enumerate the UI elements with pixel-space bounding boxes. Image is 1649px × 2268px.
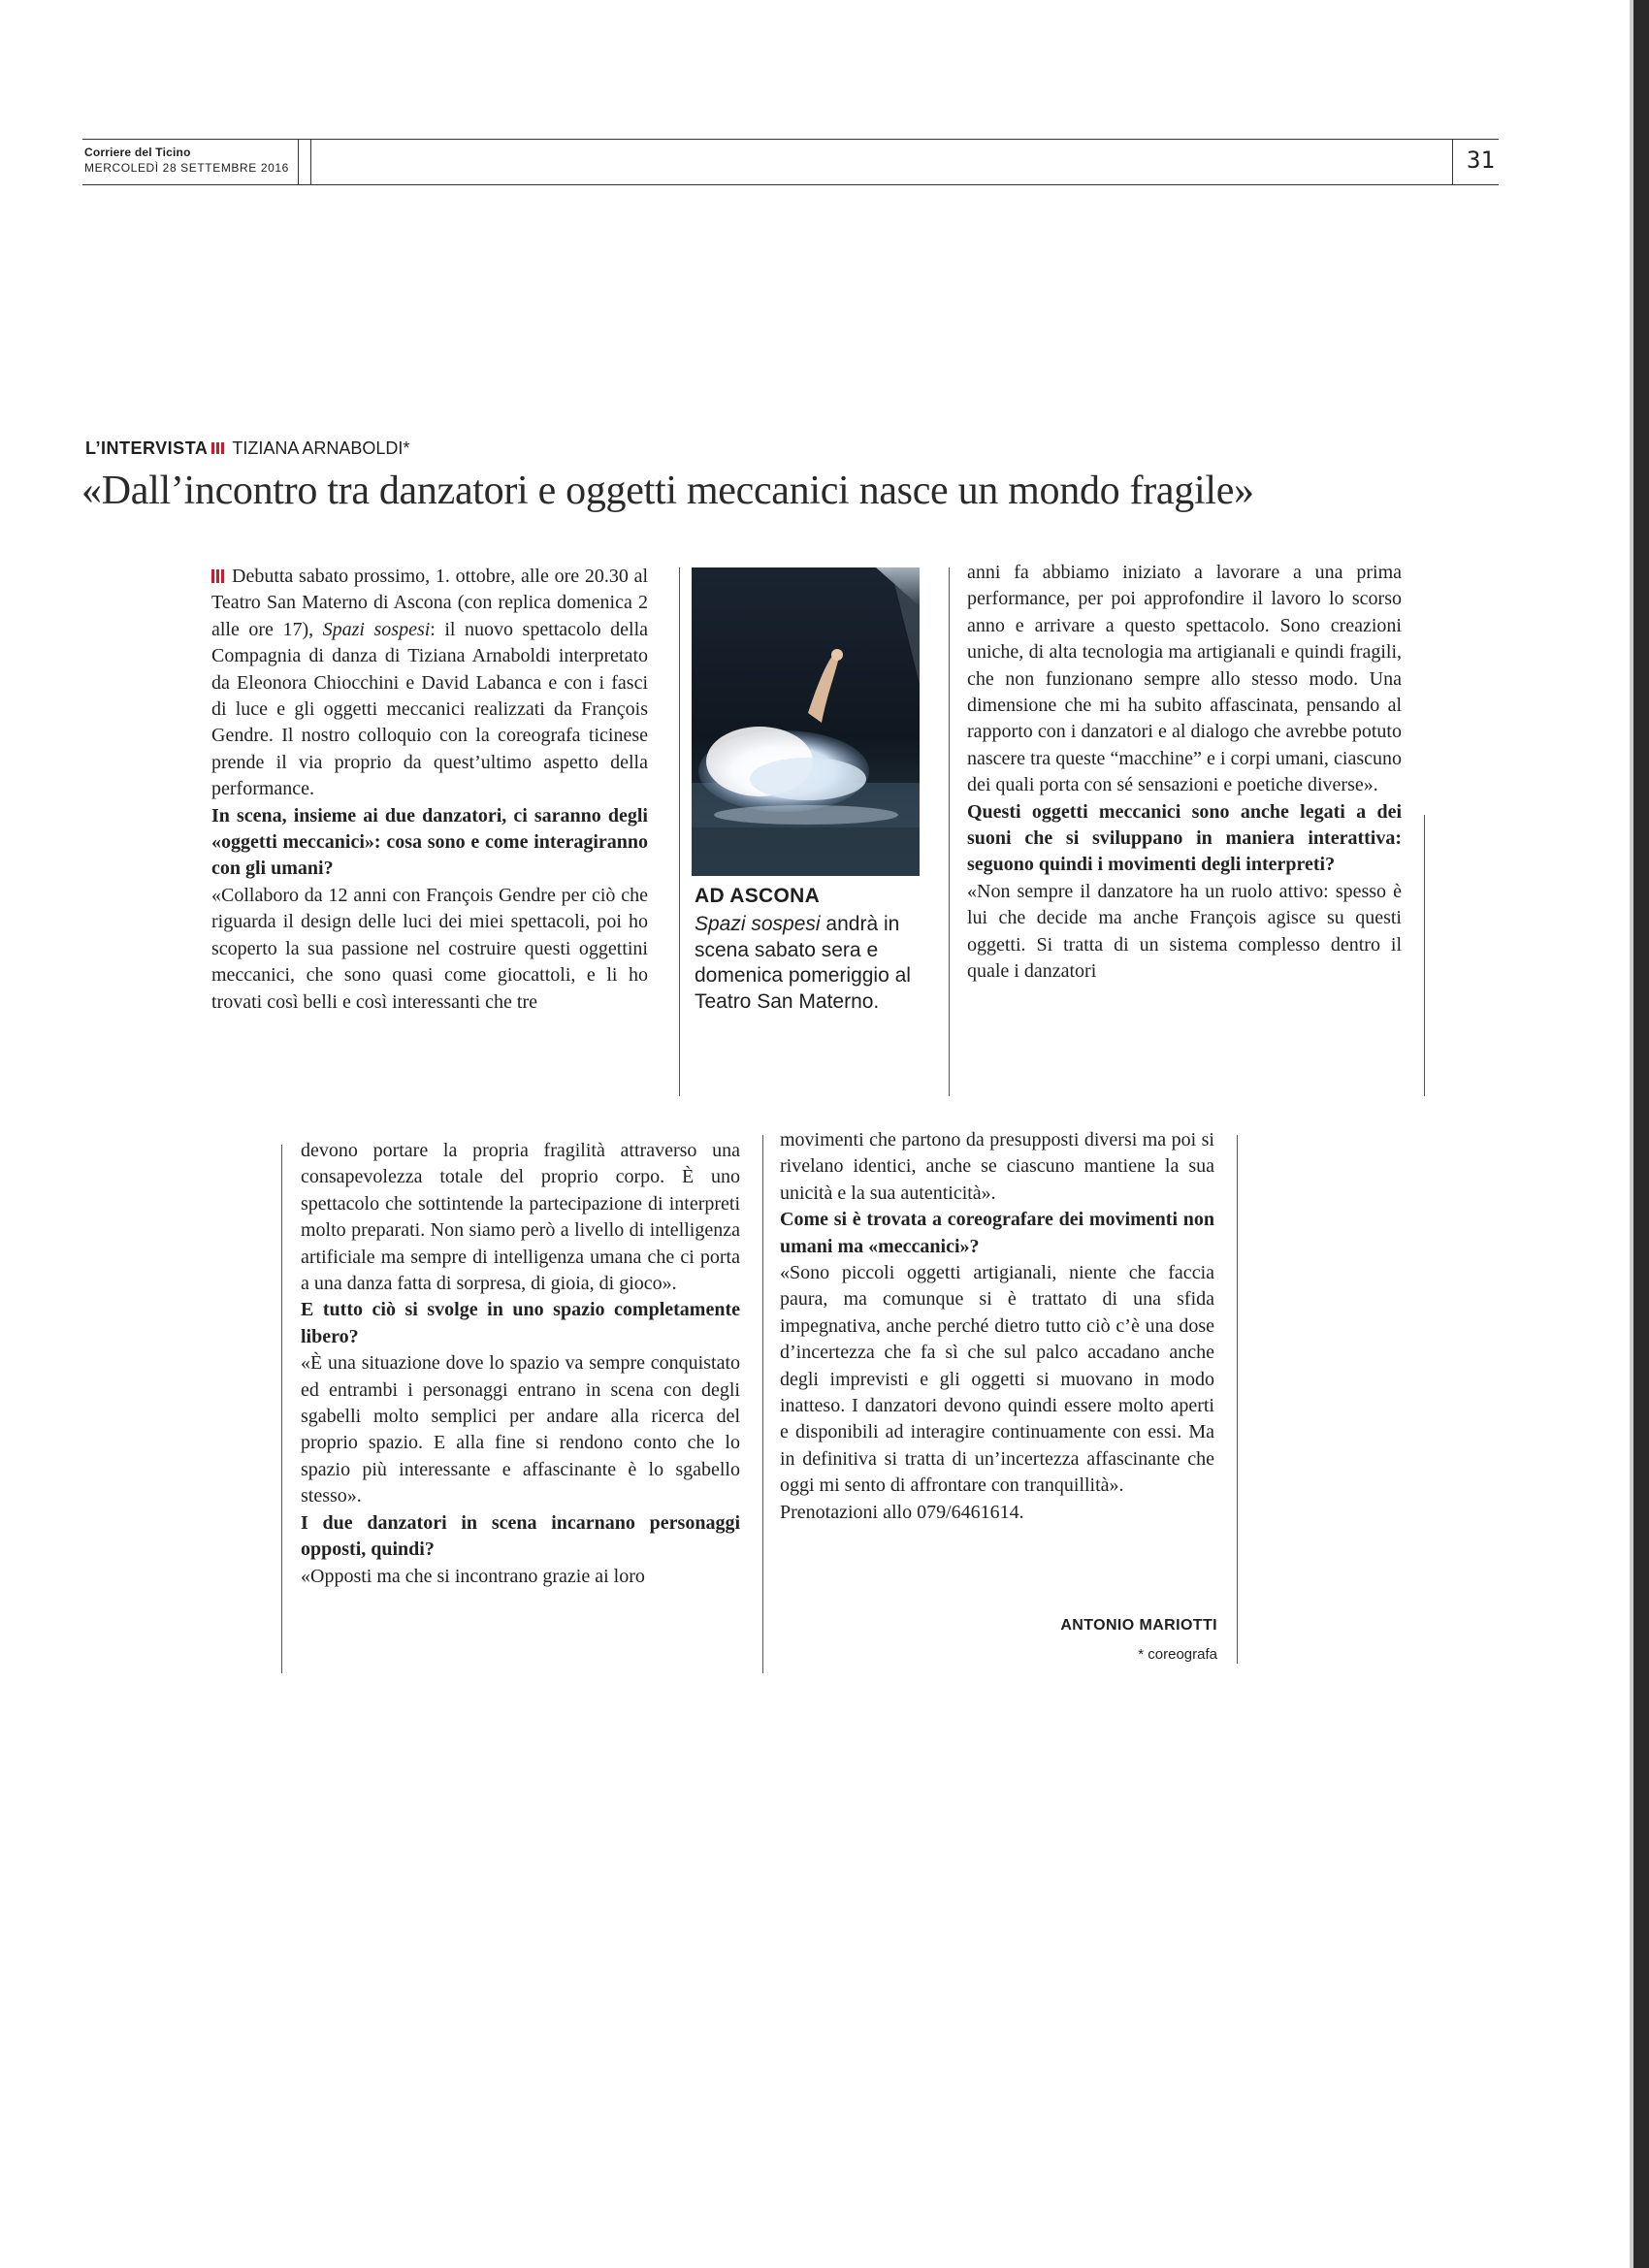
article-paragraph: «È una situazione dove lo spazio va sempre conquistato ed entrambi i personaggi entrano in scena con degli sgabelli molto semplici per andare alla ricerca del proprio spazio. E alla fine si rendono conto che lo spazio più interessante e affascinante è lo sgabello stesso». bbox=[301, 1352, 740, 1507]
interview-question: Questi oggetti meccanici sono anche legati a dei suoni che si sviluppano in maniera interattiva: seguono quindi i movimenti degli interpreti? bbox=[967, 800, 1402, 876]
article-paragraph: devono portare la propria fragilità attraverso una consapevolezza totale del proprio corpo. È uno spettacolo che sottintende la partecipazione di interpreti molto preparati. Non siamo però a livello di intelligenza artificiale ma sempre di intelligenza umana che ci porta a una danza fatta di sorpresa, di gioia, di gioco». bbox=[301, 1140, 740, 1295]
article-paragraph bbox=[211, 564, 648, 803]
column-rule bbox=[1237, 1135, 1238, 1664]
page-number: 31 bbox=[1467, 146, 1495, 174]
column-rule bbox=[949, 567, 950, 1096]
newspaper-name: Corriere del Ticino bbox=[84, 146, 191, 159]
footnote: * coreografa bbox=[1138, 1646, 1217, 1663]
article-column-3 bbox=[967, 560, 1402, 986]
article-column-4 bbox=[301, 1138, 740, 1590]
scan-edge-shadow bbox=[1630, 0, 1633, 2268]
article-paragraph: «Collaboro da 12 anni con François Gendre per ciò che riguarda il design delle luci dei miei spettacoli, poi ho scoperto la sua passione nel costruire questi oggettini meccanici, che sono quasi come giocattoli, e li ho trovati così belli e così interessanti che tre bbox=[211, 884, 648, 1013]
caption-text: andrà in scena sabato sera e domenica pomeriggio al Teatro San Materno. bbox=[695, 913, 911, 1013]
header-rule-bottom bbox=[82, 184, 1499, 185]
section-mark-icon bbox=[211, 442, 226, 454]
header-divider bbox=[298, 139, 299, 185]
scan-edge bbox=[1633, 0, 1649, 2268]
article-column-5 bbox=[780, 1127, 1214, 1526]
issue-date: MERCOLEDÌ 28 SETTEMBRE 2016 bbox=[84, 161, 289, 175]
interview-question: I due danzatori in scena incarnano personaggi opposti, quindi? bbox=[301, 1511, 740, 1561]
column-rule bbox=[762, 1135, 763, 1673]
lead-mark-icon bbox=[211, 569, 226, 583]
lead-text: Debutta sabato prossimo, 1. ottobre, alle ore 20.30 al Teatro San Materno di Ascona (con replica domenica 2 alle ore 17), bbox=[211, 566, 648, 640]
photo-caption-title: AD ASCONA bbox=[695, 885, 821, 907]
author-name: TIZIANA ARNABOLDI* bbox=[232, 438, 410, 458]
headline: «Dall’incontro tra danzatori e oggetti meccanici nasce un mondo fragile» bbox=[81, 469, 1254, 513]
header-rule-top bbox=[82, 139, 1499, 140]
byline: ANTONIO MARIOTTI bbox=[1060, 1617, 1217, 1634]
lead-text: : il nuovo spettacolo della Compagnia di danza di Tiziana Arnaboldi interpretato da Eleonora Chiocchini e David Labanca e con i fasci di luce e gli oggetti meccanici realizzati da François Gendre. Il nostro colloquio con la coreografa ticinese prende il via proprio da quest’ultimo aspetto della performance. bbox=[211, 618, 649, 800]
interview-question: E tutto ciò si svolge in uno spazio completamente libero? bbox=[301, 1299, 740, 1347]
article-paragraph: anni fa abbiamo iniziato a lavorare a una prima performance, per poi approfondire il lavoro lo scorso anno e arrivare a questo spettacolo. Sono creazioni uniche, di alta tecnologia ma artigianali e quindi fragili, che non funzionano sempre allo stesso modo. Una dimensione che mi ha subito affascinata, pensando al rapporto con i danzatori e al dialogo che avrebbe potuto nascere tra queste “macchine” e i corpi umani, ciascuno dei quali porta con sé sensazioni e poetiche diverse». bbox=[967, 562, 1402, 796]
caption-show-title: Spazi sospesi bbox=[695, 913, 821, 935]
article-column-1 bbox=[211, 564, 648, 1016]
stage-photo bbox=[692, 567, 920, 876]
article-paragraph: movimenti che partono da presupposti diversi ma poi si rivelano identici, anche se ciascuno mantiene la sua unicità e la sua autenticità». bbox=[780, 1129, 1214, 1204]
interview-question: Come si è trovata a coreografare dei movimenti non umani ma «meccanici»? bbox=[780, 1209, 1214, 1257]
column-rule bbox=[679, 567, 680, 1096]
header-divider bbox=[310, 139, 311, 185]
column-rule bbox=[1424, 815, 1425, 1096]
kicker bbox=[85, 438, 409, 459]
article-paragraph: «Sono piccoli oggetti artigianali, niente che faccia paura, ma comunque si è trattato di una sfida impegnativa, anche perché dietro tutto ciò c’è una dose d’incertezza che fa sì che sul palco accadano anche degli imprevisti e gli oggetti si muovano in modo inatteso. I danzatori devono quindi essere molto aperti e disponibili ad interagire continuamente con essi. Ma in definitiva si tratta di un’incertezza affascinante che oggi mi sento di affrontare con tranquillità». bbox=[780, 1262, 1214, 1497]
interview-question: In scena, insieme ai due danzatori, ci saranno degli «oggetti meccanici»: cosa sono e come interagiranno con gli umani? bbox=[211, 804, 648, 880]
header-divider bbox=[1452, 139, 1453, 185]
article-paragraph: «Non sempre il danzatore ha un ruolo attivo: spesso è lui che decide ma anche François agisce su questi oggetti. Si tratta di un sistema complesso dentro il quale i danzatori bbox=[967, 880, 1402, 983]
photo-caption-body bbox=[695, 912, 927, 1015]
article-paragraph: Prenotazioni allo 079/6461614. bbox=[780, 1501, 1024, 1523]
show-title: Spazi sospesi bbox=[322, 618, 431, 640]
section-label: L’INTERVISTA bbox=[85, 438, 209, 458]
column-rule bbox=[281, 1145, 282, 1673]
dancer-image bbox=[692, 567, 920, 876]
article-paragraph: «Opposti ma che si incontrano grazie ai loro bbox=[301, 1565, 645, 1587]
